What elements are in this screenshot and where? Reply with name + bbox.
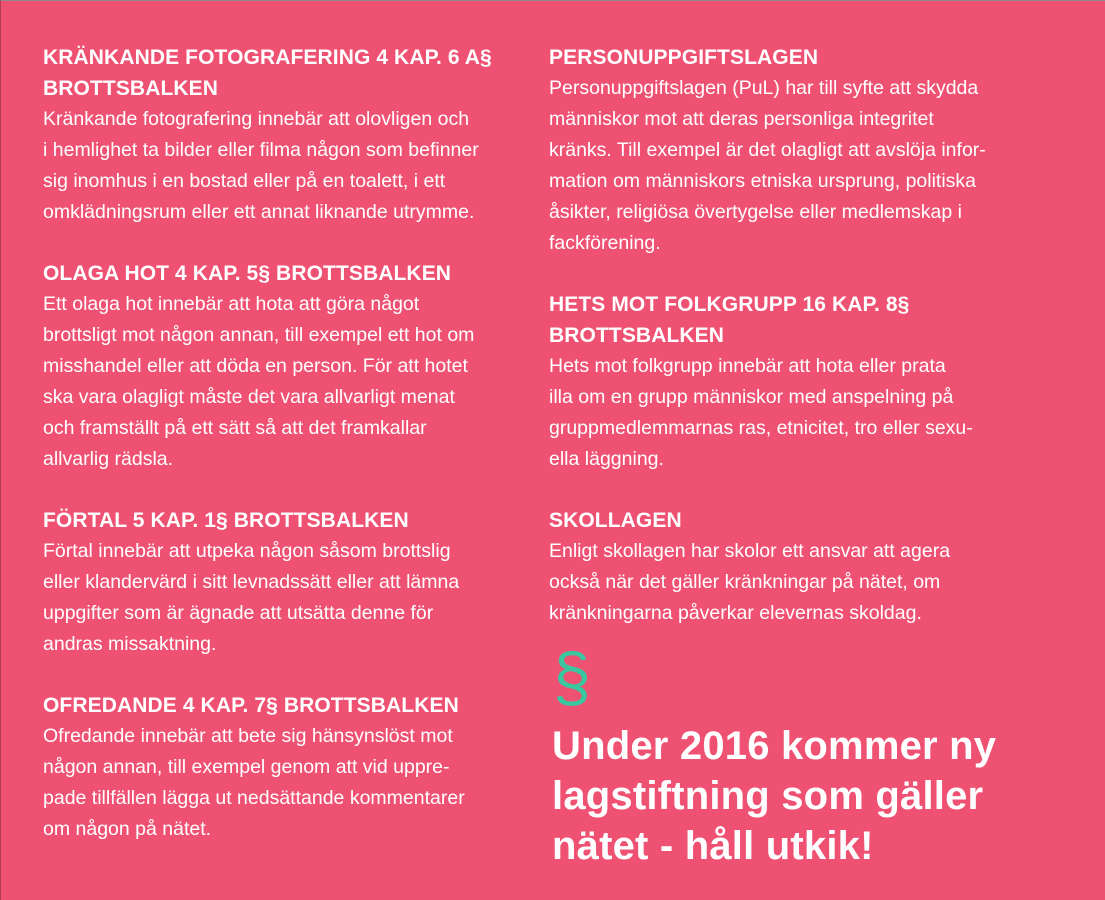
paragraph-sign-icon: § (553, 639, 591, 715)
body-line: misshandel eller att döda en person. För att hotet (43, 355, 468, 377)
law-section-personuppgiftslagen (549, 42, 1069, 259)
section-body (43, 289, 533, 475)
body-line: ska vara olagligt måste det vara allvarligt menat (43, 386, 455, 408)
heading-line: HETS MOT FOLKGRUPP 16 KAP. 8§ (549, 293, 910, 316)
law-section-krankande (43, 42, 533, 228)
heading-line: OFREDANDE 4 KAP. 7§ BROTTSBALKEN (43, 694, 459, 717)
section-body (549, 536, 1069, 629)
section-heading (43, 258, 533, 289)
section-heading (549, 505, 1069, 536)
heading-line: SKOLLAGEN (549, 509, 682, 532)
body-line: gruppmedlemmarnas ras, etnicitet, tro eller sexu- (549, 417, 973, 439)
body-line: också när det gäller kränkningar på nätet, om (549, 571, 941, 593)
body-line: fackförening. (549, 232, 661, 254)
law-section-olaga (43, 258, 533, 475)
law-section-skollagen (549, 505, 1069, 629)
law-section-ofredande (43, 690, 533, 845)
body-line: andras missaktning. (43, 633, 217, 655)
heading-line: BROTTSBALKEN (43, 77, 219, 100)
body-line: Kränkande fotografering innebär att olovligen och (43, 108, 470, 130)
section-body (43, 536, 533, 660)
body-line: eller klandervärd i sitt levnadssätt eller att lämna (43, 571, 460, 593)
body-line: Personuppgiftslagen (PuL) har till syfte att skydda (549, 77, 979, 99)
body-line: kränks. Till exempel är det olagligt att avslöja infor- (549, 139, 986, 161)
callout-line: Under 2016 kommer ny (552, 724, 997, 768)
heading-line: PERSONUPPGIFTSLAGEN (549, 46, 819, 69)
heading-line: KRÄNKANDE FOTOGRAFERING 4 KAP. 6 A§ (43, 46, 492, 69)
body-line: Ett olaga hot innebär att hota att göra något (43, 293, 420, 315)
left-column (43, 42, 533, 875)
body-line: i hemlighet ta bilder eller filma någon som befinner (43, 139, 479, 161)
section-heading (43, 690, 533, 721)
heading-line: BROTTSBALKEN (549, 324, 725, 347)
body-line: Hets mot folkgrupp innebär att hota eller prata (549, 355, 946, 377)
body-line: brottsligt mot någon annan, till exempel ett hot om (43, 324, 475, 346)
law-section-hets (549, 289, 1069, 475)
body-line: uppgifter som är ägnade att utsätta denne för (43, 602, 434, 624)
callout-line: lagstiftning som gäller (552, 774, 984, 818)
callout-heading (552, 721, 1072, 871)
body-line: illa om en grupp människor med anspelning på (549, 386, 954, 408)
body-line: om någon på nätet. (43, 818, 212, 840)
heading-line: FÖRTAL 5 KAP. 1§ BROTTSBALKEN (43, 509, 409, 532)
section-heading (43, 505, 533, 536)
right-column (549, 42, 1069, 659)
heading-line: OLAGA HOT 4 KAP. 5§ BROTTSBALKEN (43, 262, 452, 285)
body-line: åsikter, religiösa övertygelse eller medlemskap i (549, 201, 962, 223)
section-body (549, 73, 1069, 259)
body-line: och framställt på ett sätt så att det framkallar (43, 417, 427, 439)
section-heading (549, 42, 1069, 73)
body-line: kränkningarna påverkar elevernas skoldag. (549, 602, 922, 624)
body-line: Förtal innebär att utpeka någon såsom brottslig (43, 540, 451, 562)
section-body (43, 721, 533, 845)
body-line: ella läggning. (549, 448, 664, 470)
body-line: sig inomhus i en bostad eller på en toalett, i ett (43, 170, 446, 192)
body-line: pade tillfällen lägga ut nedsättande kommentarer (43, 787, 465, 809)
section-heading (549, 289, 1069, 351)
body-line: allvarlig rädsla. (43, 448, 174, 470)
section-heading (43, 42, 533, 104)
body-line: människor mot att deras personliga integritet (549, 108, 934, 130)
body-line: någon annan, till exempel genom att vid uppre- (43, 756, 450, 778)
body-line: Enligt skollagen har skolor ett ansvar att agera (549, 540, 951, 562)
body-line: mation om människors etniska ursprung, politiska (549, 170, 977, 192)
body-line: Ofredande innebär att bete sig hänsynslöst mot (43, 725, 453, 747)
callout-line: nätet - håll utkik! (552, 824, 874, 868)
law-section-fortal (43, 505, 533, 660)
section-body (549, 351, 1069, 475)
body-line: omklädningsrum eller ett annat liknande utrymme. (43, 201, 475, 223)
section-body (43, 104, 533, 228)
